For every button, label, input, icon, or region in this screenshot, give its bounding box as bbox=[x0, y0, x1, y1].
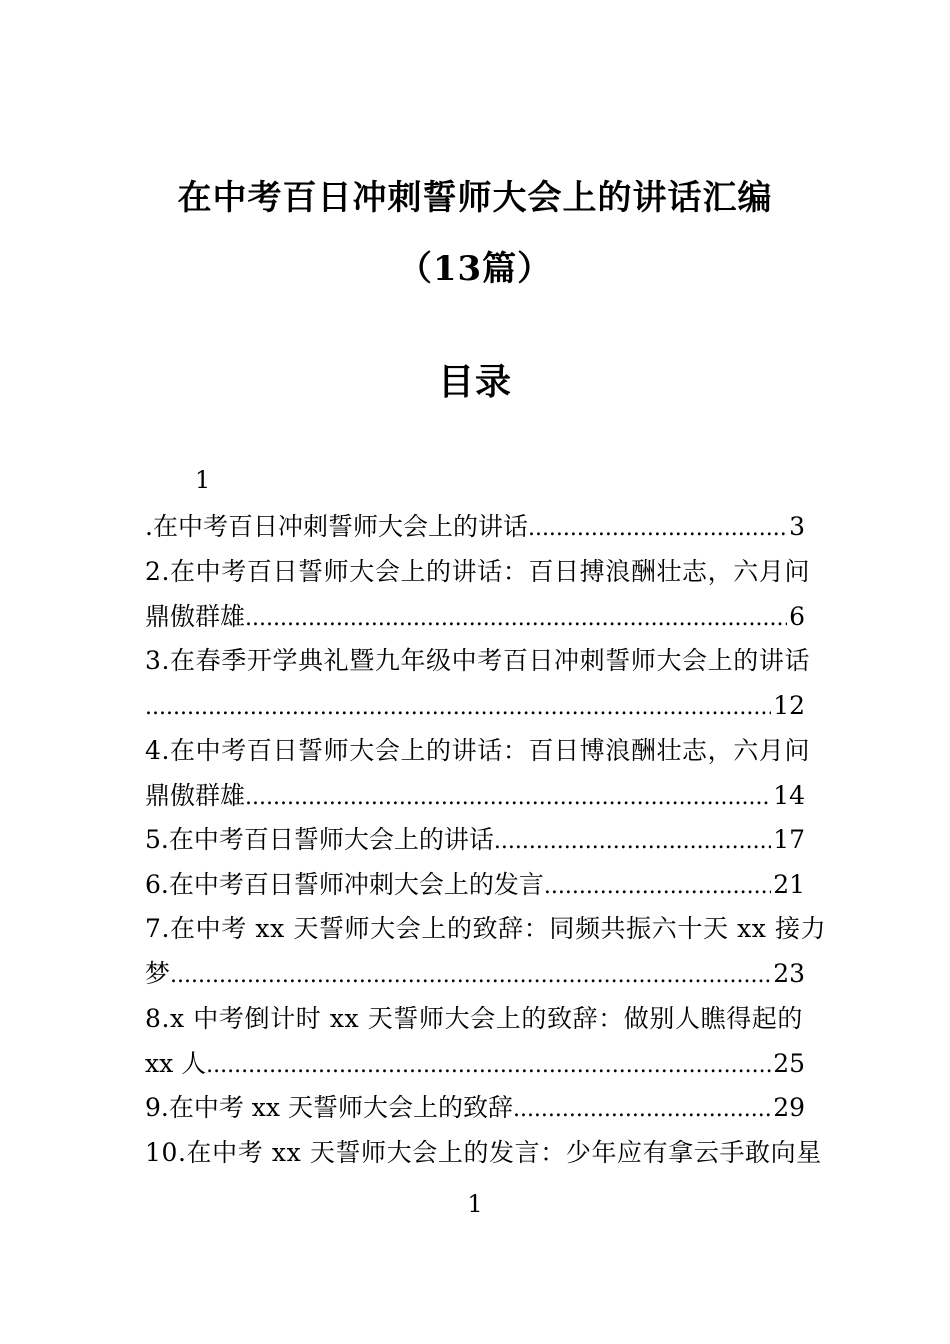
toc-leader-dots bbox=[494, 825, 771, 859]
toc-entry-text: .在中考百日冲刺誓师大会上的讲话 bbox=[145, 512, 528, 541]
toc-entry-page: 14 bbox=[773, 781, 805, 810]
toc-entry-text: 9.在中考 xx 天誓师大会上的致辞 bbox=[145, 1093, 513, 1122]
toc-entry-7-continued[interactable] bbox=[145, 957, 805, 991]
toc-entry-3[interactable] bbox=[145, 644, 811, 678]
toc-entry-text: 鼎傲群雄 bbox=[145, 781, 246, 810]
toc-entry-page: 29 bbox=[773, 1093, 805, 1122]
toc-leader-dots bbox=[170, 959, 771, 993]
toc-leader-dots bbox=[145, 691, 771, 725]
toc-entry-1[interactable] bbox=[145, 510, 805, 544]
toc-leader-dots bbox=[245, 781, 771, 815]
document-subtitle: （13篇） bbox=[397, 249, 553, 289]
toc-leader-dots bbox=[528, 512, 787, 546]
toc-entry-3-continued[interactable] bbox=[145, 689, 805, 723]
toc-entry-text: 8.x 中考倒计时 xx 天誓师大会上的致辞：做别人瞧得起的 bbox=[145, 1004, 803, 1033]
toc-entry-text: 4.在中考百日誓师大会上的讲话：百日博浪酬壮志，六月问 bbox=[145, 736, 811, 765]
toc-entry-text: 6.在中考百日誓师冲刺大会上的发言 bbox=[145, 870, 544, 899]
toc-entry-text: 7.在中考 xx 天誓师大会上的致辞：同频共振六十天 xx 接力 bbox=[145, 914, 827, 943]
toc-leader-dots bbox=[544, 870, 771, 904]
toc-entry-text: 鼎傲群雄 bbox=[145, 602, 246, 631]
toc-entry-page: 17 bbox=[773, 825, 805, 854]
toc-entry-text: 5.在中考百日誓师大会上的讲话 bbox=[145, 825, 494, 854]
toc-entry-page: 25 bbox=[773, 1049, 805, 1078]
toc-entry-page: 6 bbox=[789, 602, 805, 631]
toc-entry-page: 12 bbox=[773, 691, 805, 720]
toc-entry-5[interactable] bbox=[145, 823, 805, 857]
toc-entry-10[interactable] bbox=[145, 1136, 822, 1170]
toc-entry-6[interactable] bbox=[145, 868, 805, 902]
toc-leader-dots bbox=[513, 1093, 771, 1127]
toc-entry-8[interactable] bbox=[145, 1002, 805, 1036]
toc-entry-9[interactable] bbox=[145, 1091, 805, 1125]
toc-entry-4-continued[interactable] bbox=[145, 779, 805, 813]
toc-entry-page: 3 bbox=[789, 512, 805, 541]
toc-entry-page: 23 bbox=[773, 959, 805, 988]
toc-entry-text: 2.在中考百日誓师大会上的讲话：百日搏浪酬壮志，六月问 bbox=[145, 557, 811, 586]
toc-entry-text: 3.在春季开学典礼暨九年级中考百日冲刺誓师大会上的讲话 bbox=[145, 646, 811, 675]
toc-entry-text: 梦 bbox=[145, 959, 171, 988]
toc-entry-4[interactable] bbox=[145, 734, 811, 768]
toc-first-number: 1 bbox=[195, 466, 211, 494]
toc-entry-page: 21 bbox=[773, 870, 805, 899]
toc-entry-text: 10.在中考 xx 天誓师大会上的发言：少年应有拿云手敢向星 bbox=[145, 1138, 822, 1167]
toc-leader-dots bbox=[206, 1049, 771, 1083]
toc-leader-dots bbox=[245, 602, 787, 636]
toc-entry-2-continued[interactable] bbox=[145, 600, 805, 634]
toc-entry-2[interactable] bbox=[145, 555, 811, 589]
page-number: 1 bbox=[467, 1190, 483, 1218]
document-title: 在中考百日冲刺誓师大会上的讲话汇编 bbox=[177, 178, 773, 218]
toc-entry-text: xx 人 bbox=[145, 1049, 207, 1078]
toc-entry-8-continued[interactable] bbox=[145, 1047, 805, 1081]
toc-heading: 目录 bbox=[437, 361, 512, 403]
toc-entry-7[interactable] bbox=[145, 912, 827, 946]
